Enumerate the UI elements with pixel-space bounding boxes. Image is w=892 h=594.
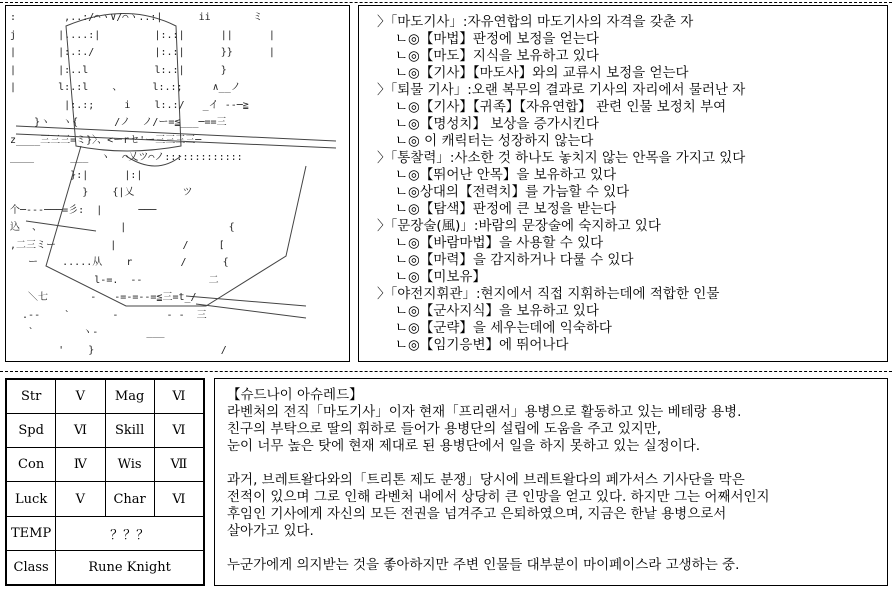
ascii-art-row: .-- ` ‐ ‐ - 三 (10, 309, 207, 321)
skill-title: 〉「마도기사」:자유연합의 마도기사의 자격을 갖춘 자 (377, 14, 694, 30)
skill-effect: ㄴ◎【탐색】판정에 큰 보정을 받는다 (395, 201, 617, 217)
ascii-art-row: ` ヽ‐ ___ (10, 327, 201, 338)
skill-effect: ㄴ◎【미보유】 (395, 269, 486, 285)
skill-effect: ㄴ◎【임기응변】에 뛰어나다 (395, 337, 569, 353)
bio-line: 전적이 있으며 그로 인해 라벤처 내에서 상당히 큰 인망을 얻고 있다. 하지만 그는 어째서인지 (227, 489, 770, 505)
skill-effect: ㄴ◎【기사】【마도사】와의 교류시 보정을 얻는다 (395, 65, 689, 81)
stat-value: Ⅵ (56, 414, 105, 448)
stat-label: Skill (105, 414, 154, 448)
stat-label: Str (7, 380, 56, 414)
stat-label: Spd (7, 414, 56, 448)
skill-title: 〉「야전지휘관」:현지에서 직접 지휘하는데에 적합한 인물 (377, 286, 720, 302)
skills-list (377, 14, 745, 354)
skill-effect: ㄴ◎【뛰어난 안목】을 보유하고 있다 (395, 167, 617, 183)
stat-row (7, 482, 204, 516)
ascii-art-row: }ヽ ヽ{ /ノ ノ/ー=≦___─==三 (10, 117, 227, 128)
temp-label: TEMP (7, 516, 56, 550)
stat-value: Ⅳ (56, 448, 105, 482)
skills-panel (358, 5, 888, 362)
class-value: Rune Knight (56, 550, 204, 584)
ascii-art-row: }:| |:| (10, 169, 227, 181)
bio-line: 눈이 너무 높은 탓에 현재 제대로 된 용병단에서 일을 하지 못하고 있는 실정이다. (227, 438, 701, 454)
ascii-art-row: ,二三ミー | / [ (10, 239, 225, 251)
stats-panel (5, 378, 205, 586)
stat-row (7, 380, 204, 414)
ascii-art-row: l-=. ‐‐ 二 (10, 274, 219, 286)
skill-effect: ㄴ◎상대의【전력치】를 가늠할 수 있다 (395, 184, 630, 200)
ascii-art-row: ー .....从 r / { (10, 257, 229, 268)
skill-effect: ㄴ◎ 이 캐릭터는 성장하지 않는다 (395, 133, 594, 149)
skill-title: 〉「통찰력」:사소한 것 하나도 놓치지 않는 안목을 가지고 있다 (377, 150, 746, 166)
stat-label: Char (105, 482, 154, 516)
ascii-art-row: | l:.:l 、 l:.:; ∧__ノ (10, 82, 259, 93)
skill-title: 〉「퇴물 기사」:오랜 복무의 결과로 기사의 자리에서 물러난 자 (377, 82, 746, 98)
skill-effect: ㄴ◎【바람마법】을 사용할 수 있다 (395, 235, 604, 251)
skill-effect: ㄴ◎【군사지식】을 보유하고 있다 (395, 303, 599, 319)
biography-panel (214, 378, 888, 586)
lower-sword (186, 296, 306, 306)
ascii-art-row: ____ ___ ヽ ⌒乂ツ⌒ノ::::::::::::: (10, 152, 243, 163)
ascii-art-row: | |:.:./ |:.:| }} | (10, 47, 275, 58)
temp-value: ？？？ (56, 516, 204, 550)
middle-dashed-border (0, 371, 892, 372)
skill-effect: ㄴ◎【마도】지식을 보유하고 있다 (395, 48, 599, 64)
stat-value: Ⅶ (154, 448, 203, 482)
stat-value: Ⅵ (154, 414, 203, 448)
biography-text (227, 387, 881, 574)
paragraph-gap (227, 540, 881, 557)
ascii-art-row: ' } / (10, 344, 227, 356)
skill-effect: ㄴ◎【명성치】 보상을 증가시킨다 (395, 116, 599, 132)
ascii-art-row: j |....:| |:.:| || | (10, 29, 275, 41)
ascii-art-row: 込 、 | { (10, 222, 235, 233)
ascii-art-row: } {|乂 ツ (10, 187, 223, 198)
stat-label: Con (7, 448, 56, 482)
stat-label: Wis (105, 448, 154, 482)
character-name: 【슈드나이 아슈레드】 (227, 387, 363, 403)
bio-line: 살아가고 있다. (227, 523, 314, 539)
stat-value: Ⅴ (56, 380, 105, 414)
ascii-art-row: | |:..l l:.:| } (10, 64, 269, 76)
bio-line: 친구의 부탁으로 딸의 휘하로 들어가 용병단의 설립에 도움을 주고 있지만, (227, 421, 662, 437)
top-dashed-border (0, 2, 892, 3)
lower-sword-edge (196, 304, 306, 318)
ascii-art-row: ＼七 ‐ ‐=‐=‐‐=≦三=t_/ (10, 292, 203, 303)
stat-value: Ⅵ (154, 380, 203, 414)
bio-line: 과거, 브레트왈다와의「트리톤 제도 분쟁」당시에 브레트왈다의 페가서스 기사단을 막은 (227, 472, 745, 488)
stat-value: Ⅴ (56, 482, 105, 516)
ascii-art-row: : ,..:/⌒ヽ∨/⌒ヽ..:| ii ミ (10, 12, 263, 23)
stats-table (6, 379, 204, 585)
bio-line: 후임인 기사에게 자신의 모든 전권을 넘겨주고 은퇴하였으며, 지금은 한낱 용병으로서 (227, 506, 727, 522)
class-row (7, 550, 204, 584)
bio-line: 라벤처의 전직「마도기사」이자 현재「프리랜서」용병으로 활동하고 있는 베테랑 용병. (227, 404, 742, 420)
ascii-art-row: z____三三三=ミ}〉、<ーrセ'ー三三三三─ (10, 134, 202, 146)
skill-effect: ㄴ◎【기사】【귀족】【자유연합】 관련 인물 보정치 부여 (395, 99, 727, 115)
character-art-panel (5, 5, 350, 362)
skill-effect: ㄴ◎【마력】을 감지하거나 다룰 수 있다 (395, 252, 634, 268)
stat-row (7, 448, 204, 482)
stat-row (7, 414, 204, 448)
skill-title: 〉「문장술(風)」:바람의 문장술에 숙지하고 있다 (377, 218, 661, 234)
ascii-art-row: 个─‐‐‐───=彡: | ─── (10, 204, 205, 216)
skill-effect: ㄴ◎【마법】판정에 보정을 얻는다 (395, 31, 599, 47)
ascii-art-row: |:.:; i l:.:/ _イ ‐‐─≧ (10, 99, 249, 111)
stat-value: Ⅵ (154, 482, 203, 516)
temp-row (7, 516, 204, 550)
stat-label: Mag (105, 380, 154, 414)
paragraph-gap (227, 455, 881, 472)
stat-label: Luck (7, 482, 56, 516)
bio-line: 누군가에게 의지받는 것을 좋아하지만 주변 인물들 대부분이 마이페이스라 고생하는 중. (227, 557, 740, 573)
class-label: Class (7, 550, 56, 584)
skill-effect: ㄴ◎【군략】을 세우는데에 익숙하다 (395, 320, 612, 336)
